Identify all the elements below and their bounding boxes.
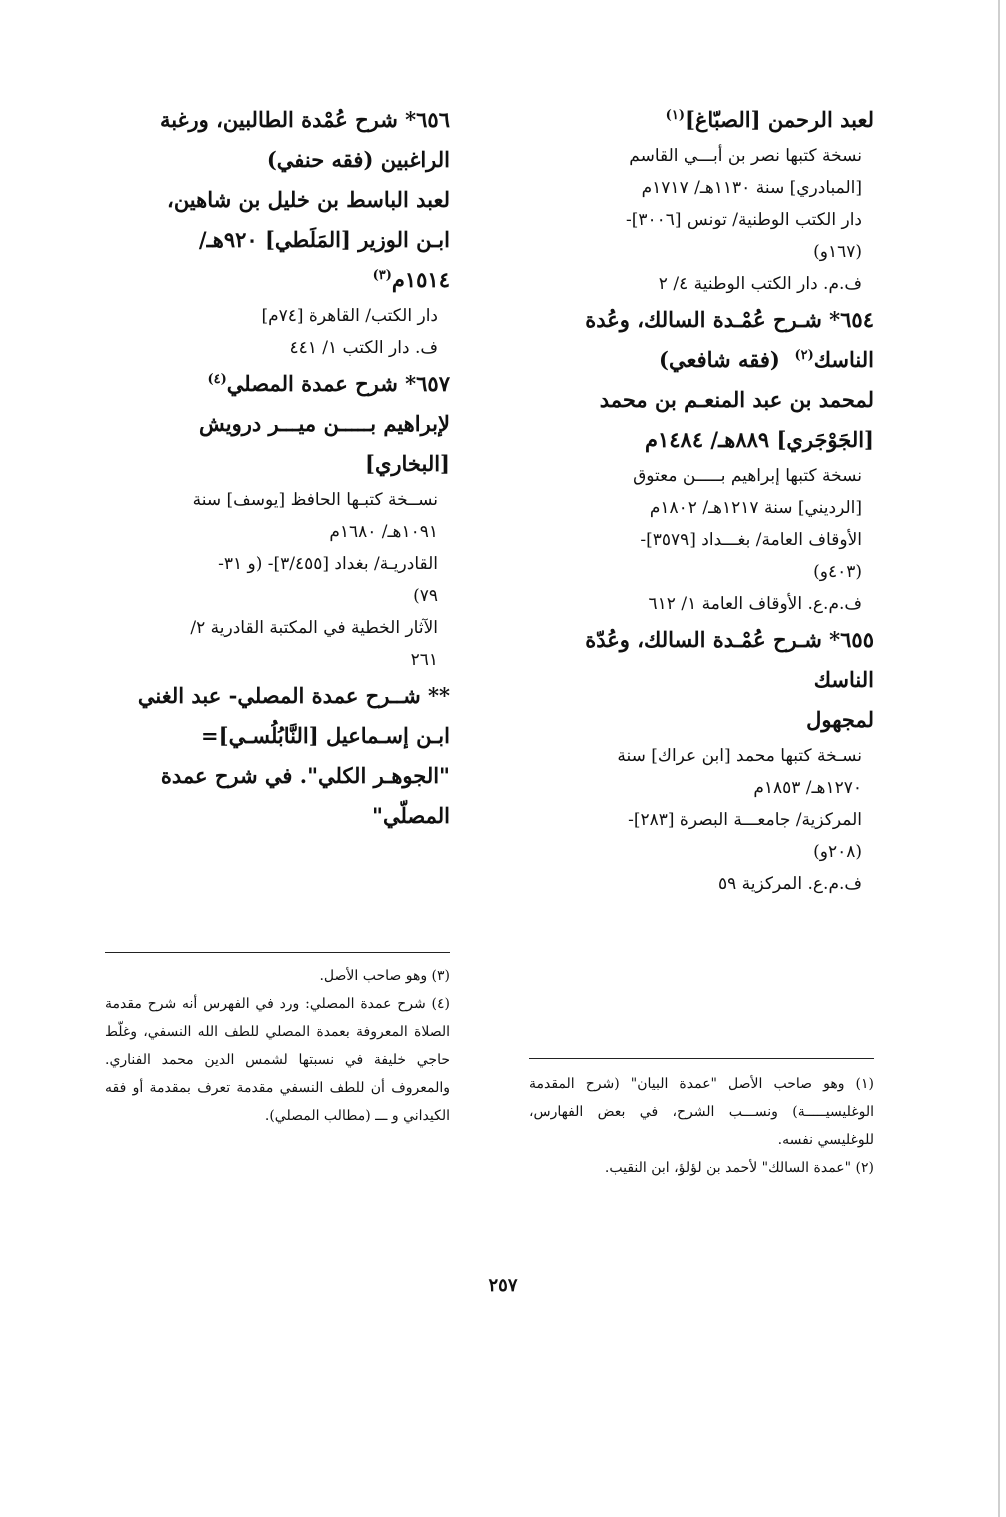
- line-text: دار الكتب/ القاهرة [٧٤م]: [261, 306, 438, 326]
- line-text: ١٠٩١هـ/ ١٦٨٠م: [329, 522, 438, 542]
- line-text: ١٢٧٠هـ/ ١٨٥٣م: [753, 778, 862, 798]
- line-text: ابـن إسـماعيل [النَّابُلُسـي]=: [201, 723, 450, 748]
- line-text: لعبد الباسط بن خليل بن شاهين،: [167, 187, 450, 212]
- entry-heading-line: [529, 340, 874, 380]
- entry-heading-line: [529, 380, 874, 420]
- entry-detail-line: [105, 548, 450, 580]
- entry-heading-line: [105, 260, 450, 300]
- footnote-2: (٢) "عمدة السالك" لأحمد بن لؤلؤ، ابن النقيب.: [604, 1160, 874, 1176]
- entry-detail-line: [105, 516, 450, 548]
- line-text: لعبد الرحمن [الصبّاغ]: [684, 107, 874, 132]
- line-text: دار الكتب الوطنية/ تونس [٣٠٠٦]-: [625, 210, 862, 230]
- entry-detail-line: [529, 460, 874, 492]
- line-text: ٦٥٥* شـرح عُمْـدة السالك، وعُدّة: [585, 627, 874, 652]
- line-text: ابـن الوزير [المَلَطي] ٩٢٠هـ/: [198, 227, 450, 252]
- entry-heading-line: [529, 660, 874, 700]
- line-text: ف.م.ع. الأوقاف العامة ١/ ٦١٢: [648, 594, 862, 614]
- line-text: ف.م.ع. المركزية ٥٩: [717, 874, 862, 894]
- entry-heading-line: [529, 100, 874, 140]
- line-text: ف. دار الكتب ١/ ٤٤١: [289, 338, 438, 358]
- entry-detail-line: [105, 484, 450, 516]
- footnote-marker: (٢): [794, 348, 814, 363]
- entry-heading-line: [105, 180, 450, 220]
- entry-detail-line: [105, 332, 450, 364]
- line-text: (٤٠٣و): [813, 562, 862, 582]
- entry-heading-line: [105, 100, 450, 140]
- entry-detail-line: [529, 204, 874, 236]
- entry-detail-line: [529, 804, 874, 836]
- footnote-separator-right: [529, 1058, 874, 1059]
- entry-detail-line: [529, 588, 874, 620]
- entry-detail-line: [529, 268, 874, 300]
- line-text: ** شــرح عمدة المصلي- عبد الغني: [137, 683, 450, 708]
- entry-detail-line: [529, 836, 874, 868]
- line-text: [البخاري]: [365, 451, 450, 476]
- line-text: "الجوهـر الكلي". في شرح عمدة: [160, 763, 450, 788]
- entry-heading-line: [529, 420, 874, 460]
- footnote-marker: (٤): [207, 372, 227, 387]
- entry-detail-line: [529, 524, 874, 556]
- line-text: نسـخة كتبها محمد [ابن عراك] سنة: [617, 746, 862, 766]
- line-text: ٢٦١: [410, 650, 438, 670]
- line-text: الراغبين (فقه حنفي): [266, 147, 450, 172]
- line-text: الأوقاف العامة/ بغـــداد [٣٥٧٩]-: [640, 530, 862, 550]
- entry-detail-line: [529, 236, 874, 268]
- entry-heading-line: [105, 404, 450, 444]
- entry-heading-line: [105, 220, 450, 260]
- line-text: لإبراهيم بـــــن ميـــر درويش: [198, 411, 450, 436]
- line-text: لمجهول: [806, 707, 874, 732]
- line-text: لمحمد بن عبد المنعـم بن محمد: [599, 387, 874, 412]
- page-number: ٢٥٧: [488, 1275, 518, 1296]
- entry-heading-line: [105, 796, 450, 836]
- entry-detail-line: [529, 172, 874, 204]
- entry-detail-line: [529, 772, 874, 804]
- footnote-3: (٣) وهو صاحب الأصل.: [319, 968, 450, 984]
- footnote-marker: (٣): [372, 268, 392, 283]
- right-column: [529, 100, 874, 900]
- line-text: الناسك: [813, 667, 874, 692]
- entry-detail-line: [105, 580, 450, 612]
- footnote-4: (٤) شرح عمدة المصلي: ورد في الفهرس أنه شرح مقدمة الصلاة المعروفة بعمدة المصلي للطف الله النسفي، وغلّط حاجي خليفة في نسبتها لشمس الدين محمد الفناري. والمعروف أن للطف النسفي مقدمة تعرف بمقدمة أو فقه الكيداني و ـــ (مطالب المصلي).: [105, 996, 450, 1124]
- footnotes-left: [105, 962, 450, 1130]
- line-text: المركزية/ جامعـــة البصرة [٢٨٣]-: [628, 810, 862, 830]
- line-text: (١٦٧و): [813, 242, 862, 262]
- line-text-after: (فقه شافعي): [659, 347, 795, 372]
- entry-heading-line: [105, 716, 450, 756]
- entry-detail-line: [529, 140, 874, 172]
- entry-heading-line: [105, 676, 450, 716]
- entry-detail-line: [529, 868, 874, 900]
- entry-detail-line: [529, 492, 874, 524]
- line-text: الآثار الخطية في المكتبة القادرية ٢/: [190, 618, 438, 638]
- line-text: [الجَوْجَري] ٨٨٩هـ/ ١٤٨٤م: [644, 427, 874, 452]
- entry-heading-line: [105, 756, 450, 796]
- line-text: المصلّي": [372, 803, 450, 828]
- entry-heading-line: [105, 444, 450, 484]
- entry-detail-line: [105, 300, 450, 332]
- entry-detail-line: [529, 556, 874, 588]
- line-text: ٦٥٧* شرح عمدة المصلي: [226, 371, 450, 396]
- entry-heading-line: [529, 700, 874, 740]
- line-text: ١٥١٤م: [391, 267, 450, 292]
- entry-heading-line: [529, 620, 874, 660]
- footnote-marker: (١): [665, 108, 685, 123]
- line-text: نســخة كتبـها الحافظ [يوسف] سنة: [192, 490, 438, 510]
- entry-detail-line: [529, 740, 874, 772]
- line-text: (٢٠٨و): [813, 842, 862, 862]
- line-text: الناسك: [813, 347, 874, 372]
- line-text: ف.م. دار الكتب الوطنية ٤/ ٢: [658, 274, 862, 294]
- line-text: [الرديني] سنة ١٢١٧هـ/ ١٨٠٢م: [649, 498, 862, 518]
- line-text: نسخة كتبها إبراهيم بـــــن معتوق: [633, 466, 862, 486]
- line-text: ٦٥٤* شـرح عُمْـدة السالك، وعُدة: [585, 307, 874, 332]
- footnote-1: (١) وهو صاحب الأصل "عمدة البيان" (شرح المقدمة الوغليسيـــــة) ونســـب الشرح، في بعض الفهارس، للوغليسي نفسه.: [529, 1076, 874, 1148]
- entry-heading-line: [105, 140, 450, 180]
- footnotes-right: [529, 1070, 874, 1182]
- entry-heading-line: [105, 364, 450, 404]
- entry-heading-line: [529, 300, 874, 340]
- line-text: ٦٥٦* شرح عُمْدة الطالبين، ورغبة: [159, 107, 450, 132]
- left-column: [105, 100, 450, 836]
- line-text: [المبادري] سنة ١١٣٠هـ/ ١٧١٧م: [641, 178, 862, 198]
- line-text: ٧٩): [413, 586, 438, 606]
- line-text: القادريـة/ بغداد [٣/٤٥٥]- (و ٣١-: [218, 554, 438, 574]
- footnote-separator-left: [105, 952, 450, 953]
- entry-detail-line: [105, 612, 450, 644]
- line-text: نسخة كتبها نصر بن أبـــي القاسم: [629, 146, 862, 166]
- entry-detail-line: [105, 644, 450, 676]
